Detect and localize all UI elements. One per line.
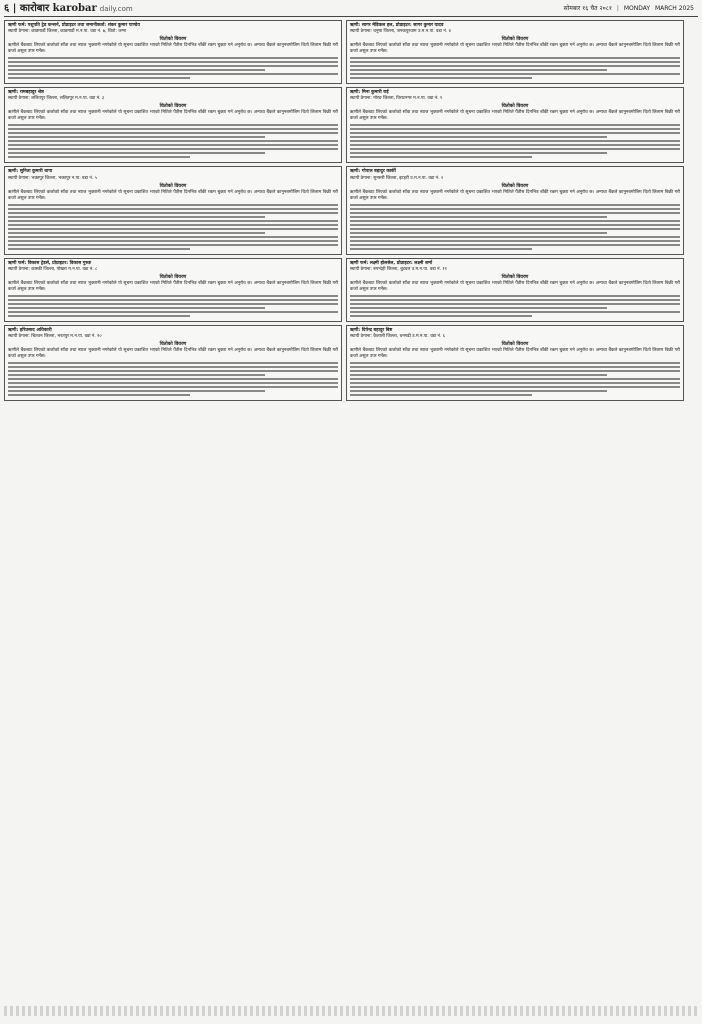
text-line — [350, 240, 680, 242]
notice-block — [4, 166, 342, 254]
text-line — [350, 382, 680, 384]
text-line — [350, 232, 607, 234]
text-line — [350, 216, 607, 218]
text-line — [8, 152, 265, 154]
text-line — [8, 140, 338, 142]
text-line — [350, 61, 680, 63]
notice-body: ऋणीले बैंकबाट लिएको कर्जाको साँवा तथा ब्याज भुक्तानी नगरेकोले यो सूचना प्रकाशित भएको मितिले पैंतीस दिनभित्र बाँकी रकम चुक्ता गर्न अनुरोध छ। अन्यथा बैंकले कानुनबमोजिम धितो लिलाम बिक्री गरी कर्जा असुल उपर गर्नेछ। — [8, 110, 338, 122]
notice-address: स्थायी ठेगाना: सुनसरी जिल्ला, इटहरी उ.म.न.पा. वडा नं. २ — [350, 175, 444, 181]
text-line — [350, 303, 680, 305]
text-line — [8, 73, 338, 75]
collateral-title: धितोको विवरण — [501, 342, 529, 348]
collateral-title: धितोको विवरण — [501, 104, 529, 110]
text-line — [8, 374, 265, 376]
text-line — [350, 136, 607, 138]
footer-strip — [4, 1006, 698, 1016]
text-line — [350, 77, 532, 79]
text-line — [350, 228, 680, 230]
text-line — [8, 208, 338, 210]
notice-body: ऋणीले बैंकबाट लिएको कर्जाको साँवा तथा ब्याज भुक्तानी नगरेकोले यो सूचना प्रकाशित भएको मितिले पैंतीस दिनभित्र बाँकी रकम चुक्ता गर्न अनुरोध छ। अन्यथा बैंकले कानुनबमोजिम धितो लिलाम बिक्री गरी कर्जा असुल उपर गर्नेछ। — [8, 43, 338, 55]
text-line — [350, 128, 680, 130]
notice-heading: ऋणी: हरिप्रसाद अधिकारी — [8, 327, 52, 333]
issue-date: सोमबार १६ चैत २०८१ — [563, 5, 612, 12]
text-line — [8, 124, 338, 126]
site-domain: daily.com — [99, 5, 133, 13]
notice-body: ऋणीले बैंकबाट लिएको कर्जाको साँवा तथा ब्याज भुक्तानी नगरेकोले यो सूचना प्रकाशित भएको मितिले पैंतीस दिनभित्र बाँकी रकम चुक्ता गर्न अनुरोध छ। अन्यथा बैंकले कानुनबमोजिम धितो लिलाम बिक्री गरी कर्जा असुल उपर गर्नेछ। — [8, 280, 338, 292]
text-line — [350, 378, 680, 380]
notice-block — [4, 20, 342, 84]
text-line — [8, 144, 338, 146]
notice-block — [4, 325, 342, 401]
notice-body: ऋणीले बैंकबाट लिएको कर्जाको साँवा तथा ब्याज भुक्तानी नगरेकोले यो सूचना प्रकाशित भएको मितिले पैंतीस दिनभित्र बाँकी रकम चुक्ता गर्न अनुरोध छ। अन्यथा बैंकले कानुनबमोजिम धितो लिलाम बिक्री गरी कर्जा असुल उपर गर्नेछ। — [350, 189, 680, 201]
text-line — [350, 57, 680, 59]
text-line — [8, 57, 338, 59]
text-line — [8, 303, 338, 305]
notice-block — [346, 258, 684, 322]
text-line — [350, 370, 680, 372]
notice-block — [346, 87, 684, 163]
notice-heading: ऋणी फर्म: विकास ट्रेडर्स, प्रोप्राइटर: विकास गुरुङ — [8, 260, 92, 266]
text-line — [350, 224, 680, 226]
text-line — [8, 248, 190, 250]
text-line — [350, 208, 680, 210]
text-line — [350, 220, 680, 222]
weekday-en: MONDAY — [623, 5, 651, 12]
text-line — [8, 132, 338, 134]
text-line — [8, 216, 265, 218]
notice-address: स्थायी ठेगाना: मोरङ जिल्ला, विराटनगर म.न.पा. वडा नं. ९ — [350, 96, 443, 102]
text-line — [8, 224, 338, 226]
notice-body: ऋणीले बैंकबाट लिएको कर्जाको साँवा तथा ब्याज भुक्तानी नगरेकोले यो सूचना प्रकाशित भएको मितिले पैंतीस दिनभित्र बाँकी रकम चुक्ता गर्न अनुरोध छ। अन्यथा बैंकले कानुनबमोजिम धितो लिलाम बिक्री गरी कर्जा असुल उपर गर्नेछ। — [350, 43, 680, 55]
notice-heading: ऋणी: दिपेन्द्र बहादुर बिष्ट — [350, 327, 393, 333]
text-line — [8, 61, 338, 63]
text-line — [350, 204, 680, 206]
text-line — [8, 128, 338, 130]
text-line — [8, 232, 265, 234]
date-en: MARCH 2025 — [654, 5, 694, 12]
text-line — [350, 311, 680, 313]
collateral-title: धितोको विवरण — [501, 37, 529, 43]
text-line — [350, 124, 680, 126]
left-column — [4, 20, 342, 998]
notice-address: स्थायी ठेगाना: रुपन्देही जिल्ला, बुटवल उ.म.न.पा. वडा नं. ११ — [350, 266, 447, 272]
collateral-title: धितोको विवरण — [501, 274, 529, 280]
text-line — [8, 311, 338, 313]
notice-heading: ऋणी: मिना कुमारी राई — [350, 90, 389, 96]
text-line — [350, 362, 680, 364]
text-line — [350, 73, 680, 75]
text-line — [350, 394, 532, 396]
collateral-title: धितोको विवरण — [159, 104, 187, 110]
text-line — [8, 382, 338, 384]
text-line — [8, 65, 338, 67]
collateral-title: धितोको विवरण — [159, 274, 187, 280]
text-line — [8, 366, 338, 368]
text-line — [8, 236, 338, 238]
masthead: ६ | कारोबार karobar daily.com — [4, 3, 133, 14]
notice-heading: ऋणी फर्म: पशुपति ट्रेड कन्सर्न, प्रोप्राइटर तथा जमानीकर्ता: शंकर कुमार पाण्डेय — [8, 23, 140, 28]
text-line — [350, 148, 680, 150]
notice-body: ऋणीले बैंकबाट लिएको कर्जाको साँवा तथा ब्याज भुक्तानी नगरेकोले यो सूचना प्रकाशित भएको मितिले पैंतीस दिनभित्र बाँकी रकम चुक्ता गर्न अनुरोध छ। अन्यथा बैंकले कानुनबमोजिम धितो लिलाम बिक्री गरी कर्जा असुल उपर गर्नेछ। — [350, 110, 680, 122]
right-column — [346, 20, 684, 998]
notice-block — [4, 258, 342, 322]
text-line — [8, 315, 190, 317]
collateral-title: धितोको विवरण — [159, 37, 187, 43]
notice-block — [4, 87, 342, 163]
text-line — [8, 390, 265, 392]
text-line — [350, 65, 680, 67]
text-line — [8, 77, 190, 79]
notice-heading: ऋणी: रामबहादुर श्रेष्ठ — [8, 90, 44, 96]
text-line — [350, 152, 607, 154]
notice-address: स्थायी ठेगाना: ललितपुर जिल्ला, ललितपुर म.न.पा. वडा नं. ३ — [8, 96, 105, 102]
notice-address: स्थायी ठेगाना: चितवन जिल्ला, भरतपुर म.न.पा. वडा नं. १० — [8, 334, 102, 340]
notice-body: ऋणीले बैंकबाट लिएको कर्जाको साँवा तथा ब्याज भुक्तानी नगरेकोले यो सूचना प्रकाशित भएको मितिले पैंतीस दिनभित्र बाँकी रकम चुक्ता गर्न अनुरोध छ। अन्यथा बैंकले कानुनबमोजिम धितो लिलाम बिक्री गरी कर्जा असुल उपर गर्नेछ। — [350, 280, 680, 292]
notice-body: ऋणीले बैंकबाट लिएको कर्जाको साँवा तथा ब्याज भुक्तानी नगरेकोले यो सूचना प्रकाशित भएको मितिले पैंतीस दिनभित्र बाँकी रकम चुक्ता गर्न अनुरोध छ। अन्यथा बैंकले कानुनबमोजिम धितो लिलाम बिक्री गरी कर्जा असुल उपर गर्नेछ। — [8, 348, 338, 360]
text-line — [350, 69, 607, 71]
text-line — [8, 156, 190, 158]
text-line — [350, 307, 607, 309]
text-line — [8, 307, 265, 309]
text-line — [8, 299, 338, 301]
collateral-title: धितोको विवरण — [159, 183, 187, 189]
text-line — [8, 362, 338, 364]
text-line — [8, 378, 338, 380]
notice-heading: ऋणी: सागर मेडिकल हल, प्रोप्राइटर: सागर कुमार यादव — [350, 23, 444, 28]
page-number: ६ — [4, 3, 10, 14]
text-line — [8, 370, 338, 372]
notice-block — [346, 20, 684, 84]
text-line — [350, 366, 680, 368]
text-line — [8, 220, 338, 222]
text-line — [8, 386, 338, 388]
notice-heading: ऋणी: गोपाल बहादुर कार्की — [350, 169, 396, 175]
text-line — [350, 140, 680, 142]
text-line — [350, 132, 680, 134]
notice-address: स्थायी ठेगाना: भक्तपुर जिल्ला, भक्तपुर न.पा. वडा नं. ५ — [8, 175, 97, 181]
notice-address: स्थायी ठेगाना: कैलाली जिल्ला, धनगढी उ.म.न.पा. वडा नं. ६ — [350, 334, 446, 340]
issue-info: सोमबार १६ चैत २०८१ | MONDAY MARCH 2025 — [563, 5, 694, 12]
text-line — [350, 144, 680, 146]
collateral-title: धितोको विवरण — [501, 183, 529, 189]
collateral-title: धितोको विवरण — [159, 342, 187, 348]
text-line — [350, 295, 680, 297]
text-line — [8, 148, 338, 150]
notice-block — [346, 325, 684, 401]
masthead-latin: karobar — [52, 3, 97, 14]
text-line — [8, 69, 265, 71]
text-line — [8, 240, 338, 242]
notice-body: ऋणीले बैंकबाट लिएको कर्जाको साँवा तथा ब्याज भुक्तानी नगरेकोले यो सूचना प्रकाशित भएको मितिले पैंतीस दिनभित्र बाँकी रकम चुक्ता गर्न अनुरोध छ। अन्यथा बैंकले कानुनबमोजिम धितो लिलाम बिक्री गरी कर्जा असुल उपर गर्नेछ। — [8, 189, 338, 201]
notice-address: स्थायी ठेगाना: कास्की जिल्ला, पोखरा म.न.पा. वडा नं. ८ — [8, 266, 98, 272]
text-line — [350, 374, 607, 376]
text-line — [350, 156, 532, 158]
text-line — [350, 212, 680, 214]
text-line — [350, 244, 680, 246]
notice-body: ऋणीले बैंकबाट लिएको कर्जाको साँवा तथा ब्याज भुक्तानी नगरेकोले यो सूचना प्रकाशित भएको मितिले पैंतीस दिनभित्र बाँकी रकम चुक्ता गर्न अनुरोध छ। अन्यथा बैंकले कानुनबमोजिम धितो लिलाम बिक्री गरी कर्जा असुल उपर गर्नेछ। — [350, 348, 680, 360]
text-line — [8, 394, 190, 396]
text-line — [8, 228, 338, 230]
masthead-nepali: कारोबार — [19, 3, 50, 14]
page-header — [4, 2, 698, 17]
text-line — [350, 299, 680, 301]
text-line — [8, 295, 338, 297]
text-line — [8, 204, 338, 206]
text-line — [8, 136, 265, 138]
notice-address: स्थायी ठेगाना: काठमाडौं जिल्ला, काठमाडौं म.न.पा. वडा नं. ७, धितो: जग्गा — [8, 29, 127, 35]
notice-block — [346, 166, 684, 254]
notice-heading: ऋणी फर्म: लक्ष्मी होलसेल, प्रोप्राइटर: लक्ष्मी शर्मा — [350, 260, 433, 266]
notice-heading: ऋणी: सुनिता कुमारी थापा — [8, 169, 53, 175]
text-line — [350, 248, 532, 250]
text-line — [350, 386, 680, 388]
notice-address: स्थायी ठेगाना: धनुषा जिल्ला, जनकपुरधाम उ.म.न.पा. वडा नं. ४ — [350, 29, 451, 35]
text-line — [8, 212, 338, 214]
text-line — [8, 244, 338, 246]
text-line — [350, 390, 607, 392]
text-line — [350, 236, 680, 238]
text-line — [350, 315, 532, 317]
